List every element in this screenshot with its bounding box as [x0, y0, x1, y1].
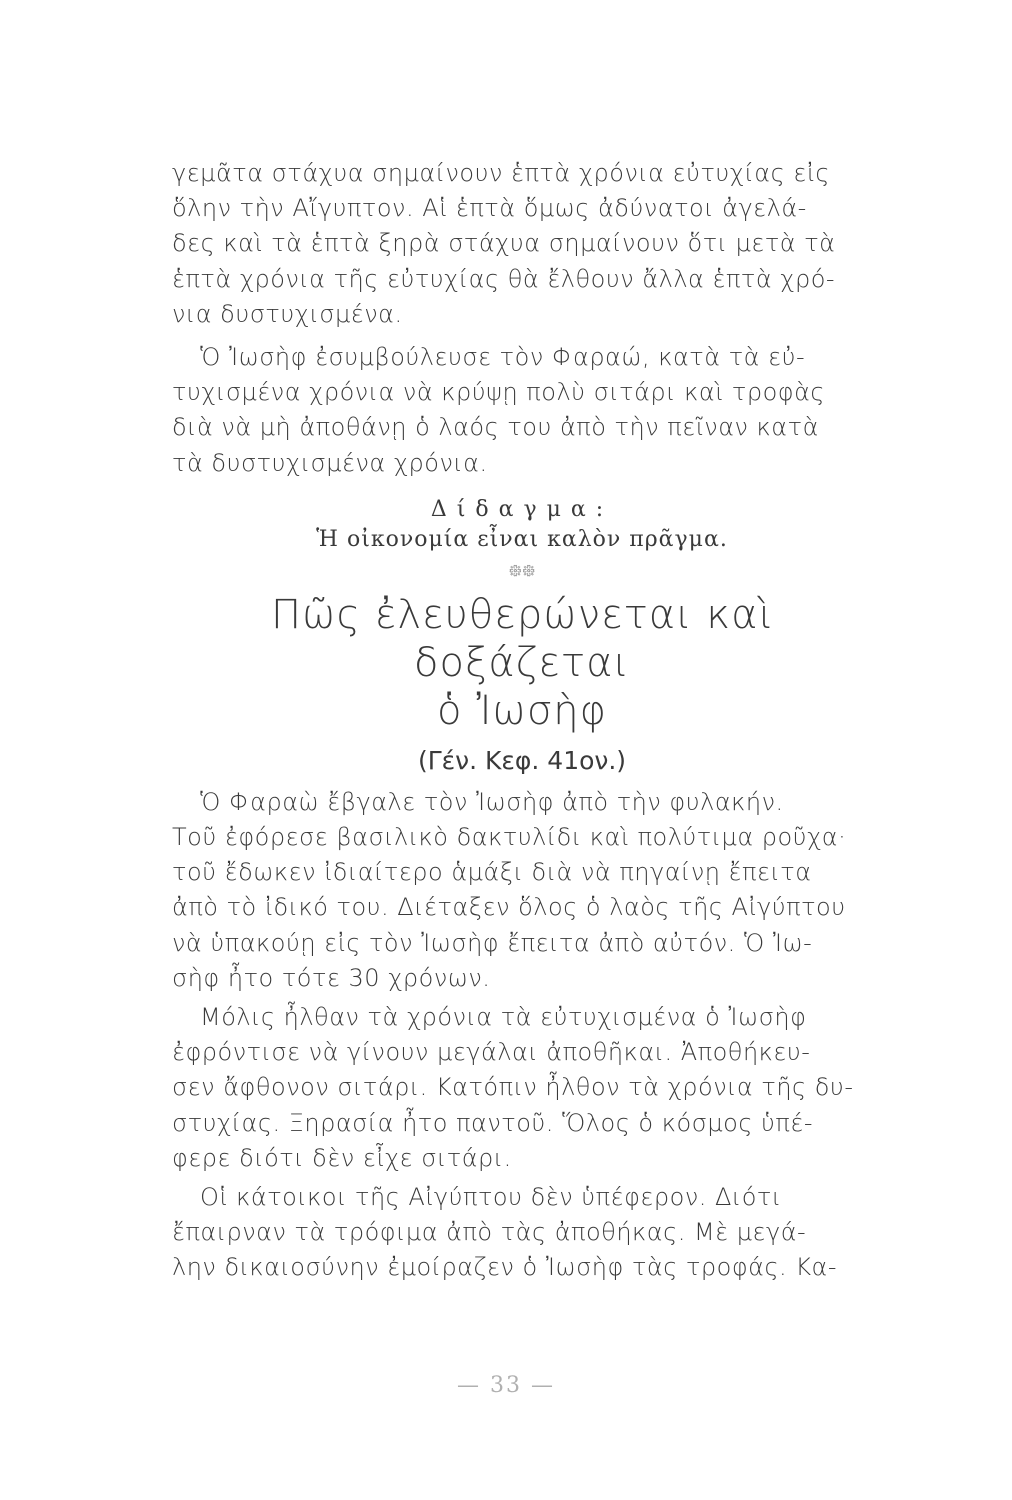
text-line: ἑπτὰ χρόνια τῆς εὐτυχίας θὰ ἔλθουν ἄλλα ἑπτὰ χρό-	[172, 264, 836, 293]
text-line: Ὁ Φαραὼ ἔβγαλε τὸν Ἰωσὴφ ἀπὸ τὴν φυλακήν.	[200, 787, 784, 816]
text-line: ἀπὸ τὸ ἰδικό του. Διέταξεν ὅλος ὁ λαὸς τῆς Αἰγύπτου	[172, 893, 846, 922]
text-line: ἐφρόντισε νὰ γίνουν μεγάλαι ἀποθῆκαι. Ἀποθήκευ-	[172, 1038, 811, 1067]
text-line: δες καὶ τὰ ἑπτὰ ξηρὰ στάχυα σημαίνουν ὅτι μετὰ τὰ	[172, 229, 836, 258]
text-line: νια δυστυχισμένα.	[172, 299, 403, 328]
lesson-box	[172, 495, 872, 555]
text-line: τοῦ ἔδωκεν ἰδιαίτερο ἁμάξι διὰ νὰ πηγαίνῃ ἔπειτα	[172, 858, 812, 887]
text-line: Οἱ κάτοικοι τῆς Αἰγύπτου δὲν ὑπέφερον. Διότι	[200, 1183, 782, 1212]
paragraph-famine-years	[172, 156, 872, 332]
text-line: διὰ νὰ μὴ ἀποθάνῃ ὁ λαός του ἀπὸ τὴν πεῖναν κατὰ	[172, 413, 819, 442]
text-line: Μόλις ἦλθαν τὰ χρόνια τὰ εὐτυχισμένα ὁ Ἰωσὴφ	[200, 1003, 807, 1032]
lesson-text: Ἡ οἰκονομία εἶναι καλὸν πρᾶγμα.	[316, 526, 728, 552]
paragraph-storehouses	[172, 1000, 872, 1176]
text-line: Τοῦ ἐφόρεσε βασιλικὸ δακτυλίδι καὶ πολύτιμα ροῦχα·	[172, 823, 847, 852]
text-line: τυχισμένα χρόνια νὰ κρύψῃ πολὺ σιτάρι καὶ τροφὰς	[172, 378, 826, 407]
text-line: ἔπαιρναν τὰ τρόφιμα ἀπὸ τὰς ἀποθήκας. Μὲ μεγά-	[172, 1218, 807, 1247]
text-line: σὴφ ἦτο τότε 30 χρόνων.	[172, 963, 491, 992]
lesson-title: Δίδαγμα:	[430, 496, 614, 522]
text-line: φερε διότι δὲν εἶχε σιτάρι.	[172, 1143, 512, 1172]
page-number: — 33 —	[457, 1373, 555, 1398]
text-line: λην δικαιοσύνην ἐμοίραζεν ὁ Ἰωσὴφ τὰς τροφάς. Κα-	[172, 1253, 838, 1282]
paragraph-pharaoh-frees-joseph	[172, 785, 872, 996]
text-line: ὅλην τὴν Αἴγυπτον. Αἱ ἑπτὰ ὅμως ἀδύνατοι ἀγελά-	[172, 194, 807, 223]
ornament-icon: ᪥᪥	[508, 559, 536, 581]
chapter-title	[172, 591, 872, 735]
text-line: τὰ δυστυχισμένα χρόνια.	[172, 448, 488, 477]
chapter-reference: (Γέν. Κεφ. 41ον.)	[417, 745, 627, 775]
paragraph-inhabitants	[172, 1180, 872, 1286]
paragraph-joseph-advice	[172, 340, 872, 481]
text-line: στυχίας. Ξηρασία ἦτο παντοῦ. Ὅλος ὁ κόσμος ὑπέ-	[172, 1108, 813, 1137]
page-body	[172, 156, 872, 1286]
text-line: γεμᾶτα στάχυα σημαίνουν ἑπτὰ χρόνια εὐτυχίας εἰς	[172, 159, 830, 187]
chapter-title-line2: ὁ Ἰωσὴφ	[437, 687, 607, 734]
text-line: νὰ ὑπακούῃ εἰς τὸν Ἰωσὴφ ἔπειτα ἀπὸ αὐτόν. Ὁ Ἰω-	[172, 928, 813, 957]
chapter-title-line1: Πῶς ἐλευθερώνεται καὶ δοξάζεται	[270, 591, 774, 686]
text-line: Ὁ Ἰωσὴφ ἐσυμβούλευσε τὸν Φαραώ, κατὰ τὰ εὐ-	[200, 343, 806, 372]
text-line: σεν ἄφθονον σιτάρι. Κατόπιν ἦλθον τὰ χρόνια τῆς δυ-	[172, 1073, 854, 1102]
